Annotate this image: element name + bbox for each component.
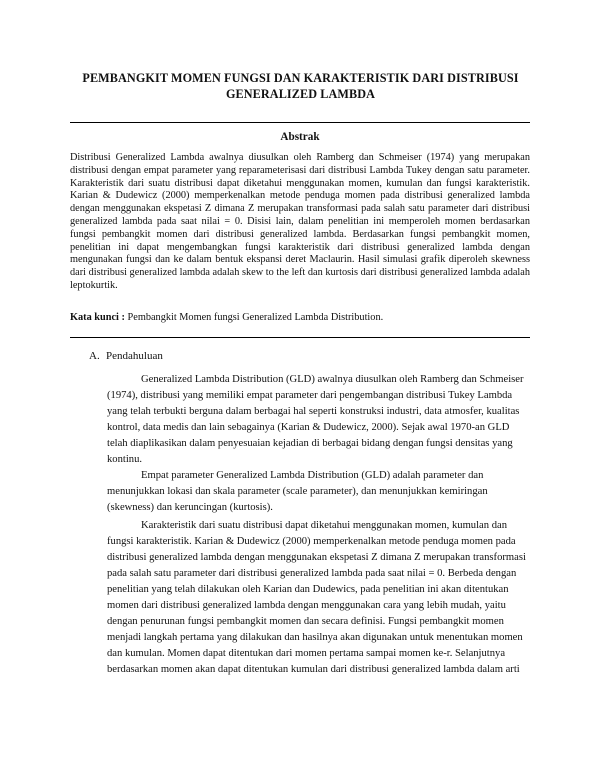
abstract-bottom-rule	[70, 337, 530, 338]
section-title: Pendahuluan	[106, 350, 163, 362]
paper-title	[70, 70, 531, 102]
abstract-top-rule	[70, 122, 530, 123]
paper-title-line-2: GENERALIZED LAMBDA	[225, 87, 376, 101]
section-number: A.	[89, 350, 100, 362]
abstract-text: Distribusi Generalized Lambda awalnya diusulkan oleh Ramberg dan Schmeiser (1974) yang merupakan distribusi dengan empat parameter yang reparameterisasi dari distribusi Lambda Tukey dengan satu parameter. Karakteristik dari suatu distribusi dapat diketahui menggunakan momen, kumulan dan fungsi karakteristik. Karian & Dudewicz (2000) memperkenalkan metode penduga momen pada distribusi generalized lambda dengan menggunakan ekspetasi Z dimana Z merupakan transformasi pada salah satu parameter dari distribusi generalized lambda pada saat nilai = 0. Disisi lain, dalam penelitian ini memperoleh momen berdasarkan fungsi pembangkit momen dari distribusi generalized lambda. Berdasarkan fungsi pembangkit momen, penelitian ini dapat mengembangkan fungsi karakteristik dari distribusi generalized lambda dengan mengunakan fungsi dan ke dalam bentuk ekspansi deret Maclaurin. Hasil simulasi grafik diperoleh skewness dari distribusi generalized lambda adalah skew to the left dan kurtosis dari distribusi generalized lambda adalah leptokurtik.	[70, 152, 530, 291]
keywords	[70, 311, 530, 324]
abstract-heading: Abstrak	[280, 131, 320, 143]
section-heading	[89, 349, 163, 363]
keywords-label: Kata kunci :	[70, 312, 125, 323]
paper-title-line-1: PEMBANGKIT MOMEN FUNGSI DAN KARAKTERISTIK DARI DISTRIBUSI	[82, 71, 519, 85]
body-paragraph-3: Karakteristik dari suatu distribusi dapat diketahui menggunakan momen, kumulan dan fungsi karakteristik. Karian & Dudewicz (2000) memperkenalkan metode penduga momen pada distribusi generalized lambda dengan menggunakan ekspetasi Z dimana Z merupakan transformasi pada salah satu parameter dari distribusi generalized lambda pada saat nilai = 0. Berbeda dengan penelitian yang telah dilakukan oleh Karian dan Dudewics, pada penelitian ini akan ditentukan momen dari distribusi generalized lambda dengan menggunakan cara yang lebih mudah, yaitu dengan penurunan fungsi pembangkit momen dan secara definisi. Fungsi pembangkit momen menjadi langkah pertama yang dilakukan dan hasilnya akan digunakan untuk menentukan momen dan kumulan. Momen dapat ditentukan dari momen pertama sampai momen ke-r. Selanjutnya berdasarkan momen akan dapat ditentukan kumulan dari distribusi generalized lambda dalam arti	[107, 520, 526, 675]
body-paragraph-1: Generalized Lambda Distribution (GLD) awalnya diusulkan oleh Ramberg dan Schmeiser (1974), distribusi yang memiliki empat parameter dari pengembangan distribusi Tukey Lambda yang telah terbukti berguna dalam berbagai hal seperti konstruksi industri, data atmosfer, kualitas kontrol, data medis dan lain sebagainya (Karian & Dudewicz, 2000). Sejak awal 1970-an GLD telah diaplikasikan dalam penyesuaian kejadian di berbagai bidang dengan fungsi densitas yang kontinu.	[107, 374, 524, 465]
keywords-text: Pembangkit Momen fungsi Generalized Lambda Distribution.	[127, 312, 384, 323]
body-paragraph-2: Empat parameter Generalized Lambda Distribution (GLD) adalah parameter dan menunjukkan lokasi dan skala parameter (scale parameter), dan menunjukkan kemiringan (skewness) dan keruncingan (kurtosis).	[107, 470, 488, 513]
